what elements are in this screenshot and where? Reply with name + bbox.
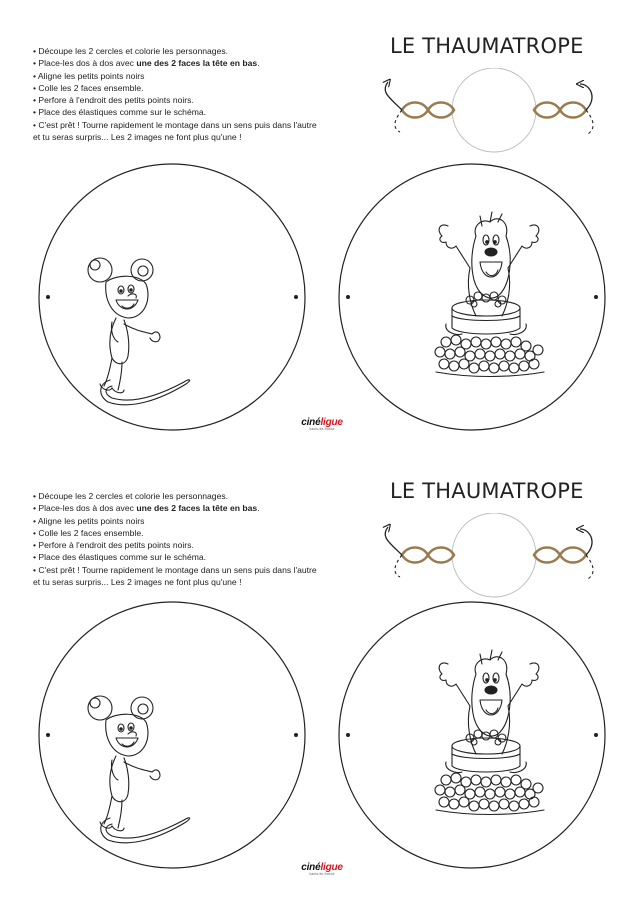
hole-dot — [594, 295, 598, 299]
page-title: LE THAUMATROPE — [390, 479, 584, 503]
mole-cake-illustration-icon — [435, 212, 544, 377]
hole-dot — [294, 733, 298, 737]
hole-dot — [346, 733, 350, 737]
instruction-item: • Colle les 2 faces ensemble. — [33, 82, 144, 93]
hole-dot — [46, 295, 50, 299]
hole-dot — [346, 295, 350, 299]
thaumatrope-sheet-bottom — [0, 445, 640, 897]
instruction-item: • Place des élastiques comme sur le schéma. — [33, 107, 207, 118]
instruction-item: • Colle les 2 faces ensemble. — [33, 527, 144, 538]
instruction-item: • C'est prêt ! Tourne rapidement le montage dans un sens puis dans l'autre — [33, 564, 317, 575]
instruction-item: • Place-les dos à dos avec une des 2 faces la tête en bas. — [33, 58, 260, 69]
hole-dot — [594, 733, 598, 737]
instruction-item: • Aligne les petits points noirs — [33, 70, 145, 81]
instruction-item: • Perfore à l'endroit des petits points noirs. — [33, 540, 194, 551]
hole-dot — [294, 295, 298, 299]
instruction-item: • Place-les dos à dos avec une des 2 faces la tête en bas. — [33, 503, 260, 514]
hole-dot — [46, 733, 50, 737]
instruction-item: • Découpe les 2 cercles et colorie les personnages. — [33, 491, 229, 501]
disc-left — [39, 164, 305, 430]
instruction-item: et tu seras surpris... Les 2 images ne font plus qu'une ! — [33, 577, 242, 588]
disc-left — [39, 602, 305, 868]
disc-right — [339, 164, 605, 430]
mouse-illustration-icon — [88, 258, 190, 405]
instruction-item: • C'est prêt ! Tourne rapidement le montage dans un sens puis dans l'autre — [33, 119, 317, 130]
cineligue-logo: cinéligue hauts-de-france — [301, 417, 343, 431]
instruction-item: • Perfore à l'endroit des petits points noirs. — [33, 95, 194, 106]
instruction-item: et tu seras surpris... Les 2 images ne font plus qu'une ! — [33, 132, 242, 143]
instruction-item: • Découpe les 2 cercles et colorie les personnages. — [33, 46, 229, 56]
disc-right — [339, 602, 605, 868]
instruction-item: • Aligne les petits points noirs — [33, 515, 145, 526]
mole-cake-illustration-icon — [435, 650, 544, 815]
cutout-discs — [0, 0, 640, 452]
instruction-item: • Place des élastiques comme sur le schéma. — [33, 552, 207, 563]
mouse-illustration-icon — [88, 696, 190, 843]
thaumatrope-sheet-top — [0, 0, 640, 452]
cineligue-logo: cinéligue hauts-de-france — [301, 862, 343, 876]
cutout-discs — [0, 445, 640, 897]
page-title: LE THAUMATROPE — [390, 34, 584, 58]
